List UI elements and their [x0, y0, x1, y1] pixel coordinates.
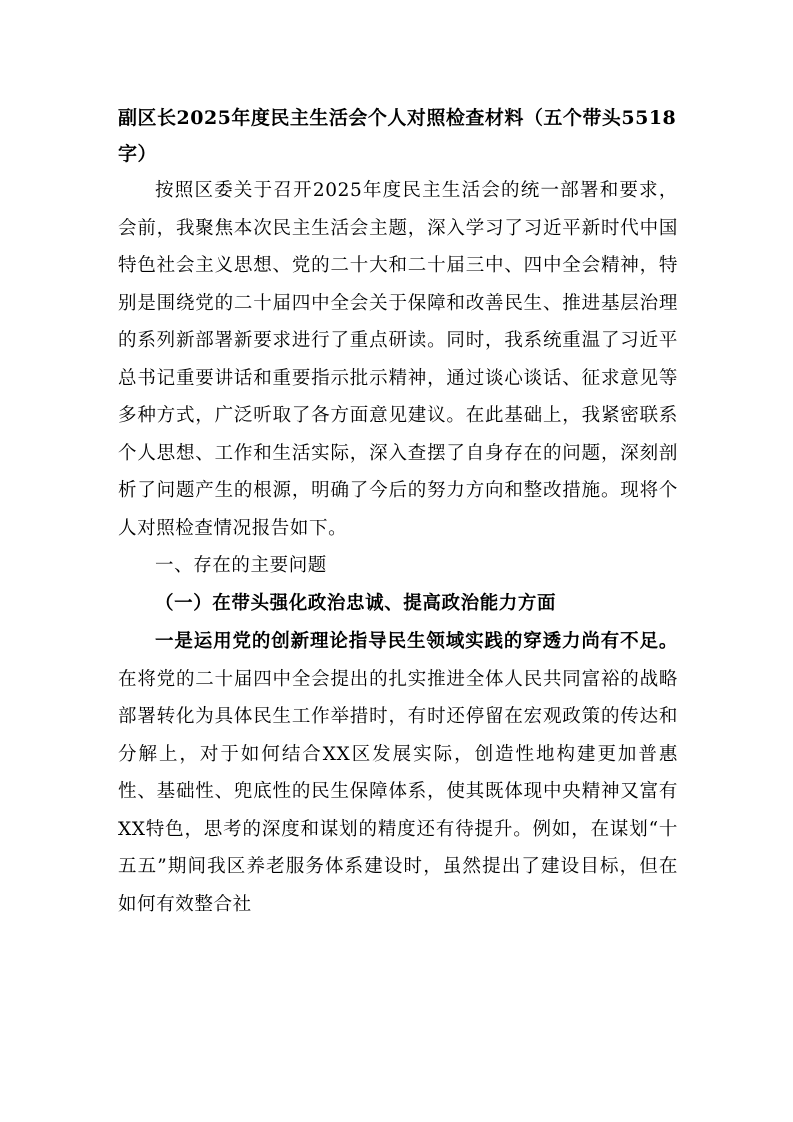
point-lead: 一是运用党的创新理论指导民生领域实践的穿透力尚有不足。 — [155, 631, 678, 652]
intro-paragraph: 按照区委关于召开2025年度民主生活会的统一部署和要求，会前，我聚焦本次民主生活会主题，深入学习了习近平新时代中国特色社会主义思想、党的二十大和二十届三中、四中全会精神，特别是围绕党的二十届四中全会关于保障和改善民生、推进基层治理的系列新部署新要求进行了重点研读。同时，我系统重温了习近平总书记重要讲话和重要指示批示精神，通过谈心谈话、征求意见等多种方式，广泛听取了各方面意见建议。在此基础上，我紧密联系个人思想、工作和生活实际，深入查摆了自身存在的问题，深刻剖析了问题产生的根源，明确了今后的努力方向和整改措施。现将个人对照检查情况报告如下。 — [118, 180, 678, 539]
point-body: 在将党的二十届四中全会提出的扎实推进全体人民共同富裕的战略部署转化为具体民生工作举措时，有时还停留在宏观政策的传达和分解上，对于如何结合XX区发展实际，创造性地构建更加普惠性、基础性、兜底性的民生保障体系，使其既体现中央精神又富有XX特色，思考的深度和谋划的精度还有待提升。例如，在谋划“十五五”期间我区养老服务体系建设时，虽然提出了建设目标，但在如何有效整合社 — [118, 668, 678, 915]
document-title: 副区长2025年度民主生活会个人对照检查材料（五个带头5518字） — [118, 107, 677, 165]
point-paragraph — [118, 623, 678, 923]
subsection-heading: （一）在带头强化政治忠诚、提高政治能力方面 — [155, 593, 557, 614]
document-page — [118, 100, 678, 923]
section-heading: 一、存在的主要问题 — [155, 555, 327, 576]
